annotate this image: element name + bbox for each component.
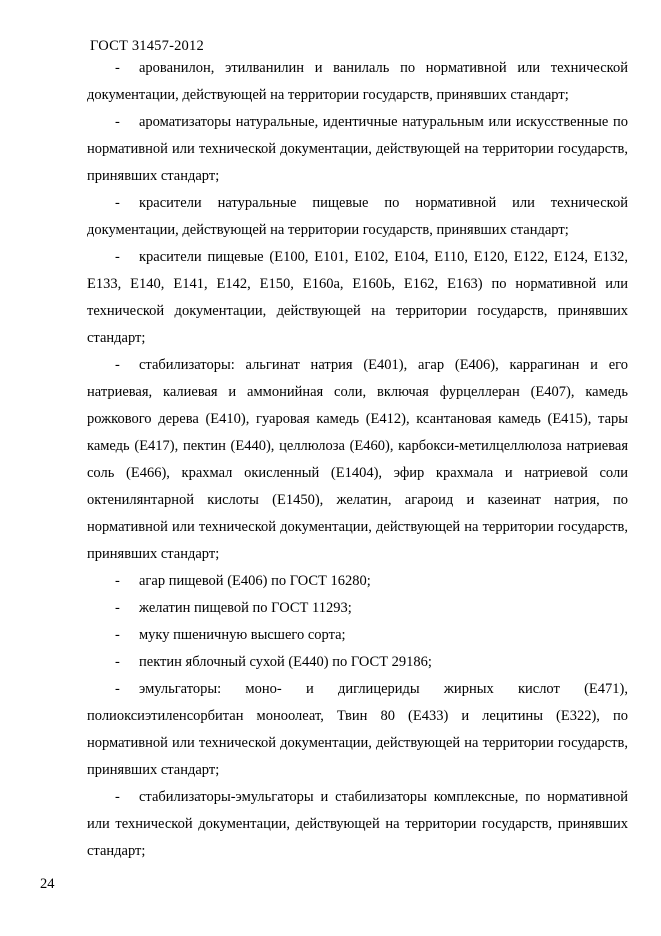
list-item <box>87 649 628 676</box>
list-item <box>87 622 628 649</box>
list-dash: - <box>115 195 120 211</box>
list-dash: - <box>115 249 120 265</box>
list-dash: - <box>115 60 120 76</box>
list-item <box>87 244 628 352</box>
list-item-text: красители натуральные пищевые по нормативной или технической документации, действующей на территории государств, принявших стандарт; <box>87 195 628 238</box>
list-item-text: желатин пищевой по ГОСТ 11293; <box>139 600 352 616</box>
list-dash: - <box>115 789 120 805</box>
list-dash: - <box>115 357 120 373</box>
document-body <box>87 55 628 865</box>
list-item <box>87 595 628 622</box>
list-item-text: стабилизаторы-эмульгаторы и стабилизаторы комплексные, по нормативной или технической документации, действующей на территории государств, принявших стандарт; <box>87 789 628 859</box>
list-item-text: арованилон, этилванилин и ванилаль по нормативной или технической документации, действующей на территории государств, принявших стандарт; <box>87 60 628 103</box>
list-item-text: ароматизаторы натуральные, идентичные натуральным или искусственные по нормативной или технической документации, действующей на территории государств, принявших стандарт; <box>87 114 628 184</box>
list-item <box>87 55 628 109</box>
list-item-text: стабилизаторы: альгинат натрия (Е401), агар (Е406), каррагинан и его натриевая, калиевая и аммонийная соли, включая фурцеллеран (Е407), камедь рожкового дерева (Е410), гуаровая камедь (Е412), ксантановая камедь (Е415), тары камедь (Е417), пектин (Е440), целлюлоза (Е460), карбокси-метилцеллюлоза натриевая соль (Е466), крахмал окисленный (Е1404), эфир крахмала и натриевой соли октенилянтарной кислоты (Е1450), желатин, агароид и казеинат натрия, по нормативной или технической документации, действующей на территории государств, принявших стандарт; <box>87 357 628 562</box>
list-item-text: красители пищевые (Е100, Е101, Е102, Е104, Е110, Е120, Е122, Е124, Е132, Е133, Е140, Е141, Е142, Е150, Е160а, Е160Ь, Е162, Е163) по нормативной или технической документации, действующей на территории государств, принявших стандарт; <box>87 249 628 346</box>
list-item <box>87 784 628 865</box>
list-dash: - <box>115 573 120 589</box>
document-header: ГОСТ 31457-2012 <box>90 38 204 54</box>
list-item <box>87 190 628 244</box>
list-item-text: муку пшеничную высшего сорта; <box>139 627 346 643</box>
page-number: 24 <box>40 876 55 892</box>
list-item-text: эмульгаторы: моно- и диглицериды жирных кислот (Е471), полиоксиэтиленсорбитан моноолеат, Твин 80 (Е433) и лецитины (Е322), по нормативной или технической документации, действующей на территории государств, принявших стандарт; <box>87 681 628 778</box>
list-item-text: пектин яблочный сухой (Е440) по ГОСТ 29186; <box>139 654 432 670</box>
list-dash: - <box>115 654 120 670</box>
list-item <box>87 568 628 595</box>
list-dash: - <box>115 114 120 130</box>
list-item <box>87 352 628 568</box>
list-dash: - <box>115 627 120 643</box>
list-item <box>87 109 628 190</box>
list-item <box>87 676 628 784</box>
list-dash: - <box>115 600 120 616</box>
list-dash: - <box>115 681 120 697</box>
list-item-text: агар пищевой (Е406) по ГОСТ 16280; <box>139 573 371 589</box>
